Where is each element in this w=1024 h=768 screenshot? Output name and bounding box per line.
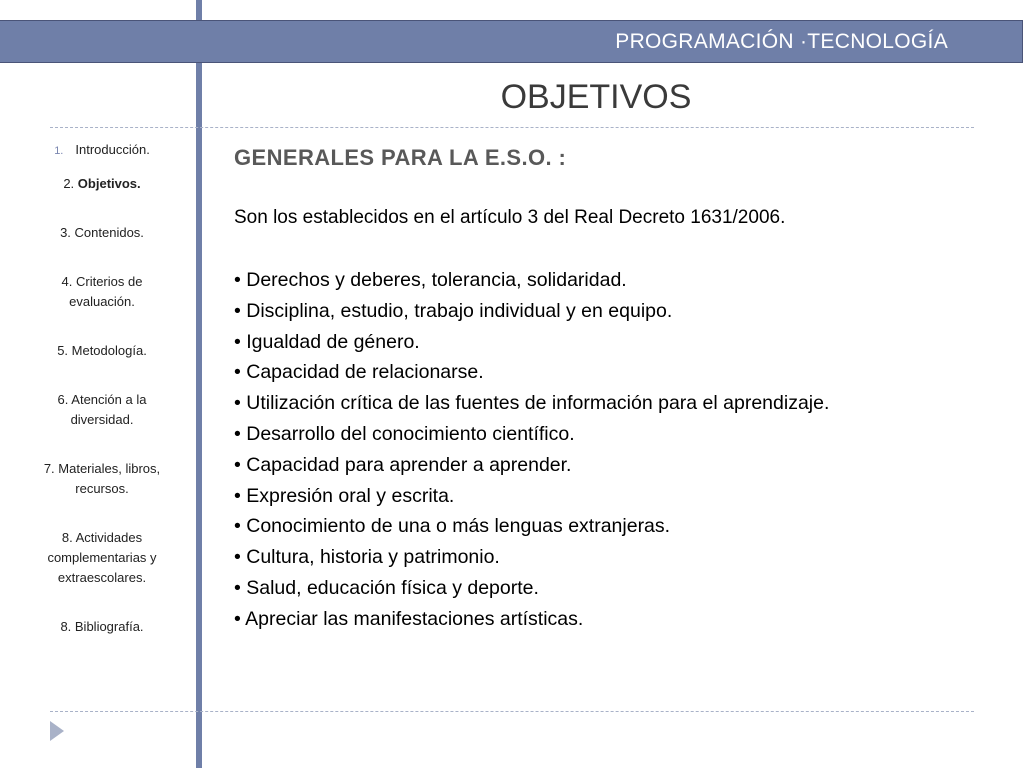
sidebar-item-label: Objetivos.	[77, 176, 141, 191]
list-item: • Cultura, historia y patrimonio.	[234, 546, 500, 569]
sidebar-item-materiales[interactable]	[22, 459, 182, 499]
sidebar-item-atencion[interactable]	[22, 390, 182, 430]
sidebar-item-number: 1.	[54, 145, 64, 157]
sidebar-nav	[22, 140, 182, 637]
intro-text: Son los establecidos en el artículo 3 del Real Decreto 1631/2006.	[234, 207, 786, 228]
sidebar-item-objetivos[interactable]	[22, 174, 182, 194]
vertical-accent-bar	[196, 0, 202, 768]
sidebar-item-introduccion[interactable]	[22, 140, 182, 161]
sidebar-item-label-line1: 8. Actividades	[61, 530, 143, 545]
header-title: PROGRAMACIÓN ·TECNOLOGÍA	[615, 30, 948, 53]
top-divider	[50, 127, 974, 128]
sidebar-item-label-line2: diversidad.	[70, 412, 134, 427]
sidebar-item-label: 3. Contenidos.	[60, 225, 144, 240]
sidebar-item-label-line2: evaluación.	[69, 294, 135, 309]
header-band	[0, 20, 1023, 63]
sidebar-item-criterios[interactable]	[22, 272, 182, 312]
list-item: • Desarrollo del conocimiento científico.	[234, 422, 575, 445]
section-heading: GENERALES PARA LA E.S.O. :	[234, 145, 567, 170]
objectives-list	[234, 265, 994, 635]
list-item: • Expresión oral y escrita.	[234, 484, 455, 507]
slide-title: OBJETIVOS	[500, 78, 692, 116]
sidebar-item-label: Introducción.	[75, 142, 150, 157]
sidebar-item-label-line3: extraescolares.	[57, 570, 147, 585]
play-icon[interactable]	[50, 721, 64, 741]
sidebar-item-label-line2: recursos.	[75, 481, 129, 496]
sidebar-item-label-line2: complementarias y	[47, 550, 157, 565]
list-item: • Utilización crítica de las fuentes de información para el aprendizaje.	[234, 392, 830, 415]
sidebar-item-metodologia[interactable]	[22, 341, 182, 361]
list-item: • Conocimiento de una o más lenguas extranjeras.	[234, 515, 671, 538]
bottom-divider	[50, 711, 974, 712]
sidebar-item-prefix: 2.	[63, 176, 78, 191]
sidebar-item-bibliografia[interactable]	[22, 617, 182, 637]
main-content	[234, 145, 994, 635]
list-item: • Disciplina, estudio, trabajo individual y en equipo.	[234, 299, 673, 322]
list-item: • Capacidad de relacionarse.	[234, 361, 484, 384]
sidebar-item-contenidos[interactable]	[22, 223, 182, 243]
list-item: • Capacidad para aprender a aprender.	[234, 453, 572, 476]
sidebar-item-label: 5. Metodología.	[57, 343, 147, 358]
sidebar-item-label-line1: 7. Materiales, libros,	[43, 461, 161, 476]
list-item: • Derechos y deberes, tolerancia, solidaridad.	[234, 269, 627, 291]
list-item: • Salud, educación física y deporte.	[234, 576, 539, 599]
list-item: • Igualdad de género.	[234, 330, 420, 353]
sidebar-item-label-line1: 6. Atención a la	[57, 392, 147, 407]
sidebar-item-actividades[interactable]	[22, 528, 182, 588]
sidebar-item-label-line1: 4. Criterios de	[61, 274, 143, 289]
sidebar-item-label: 8. Bibliografía.	[60, 619, 144, 634]
list-item: • Apreciar las manifestaciones artísticas.	[234, 607, 584, 630]
